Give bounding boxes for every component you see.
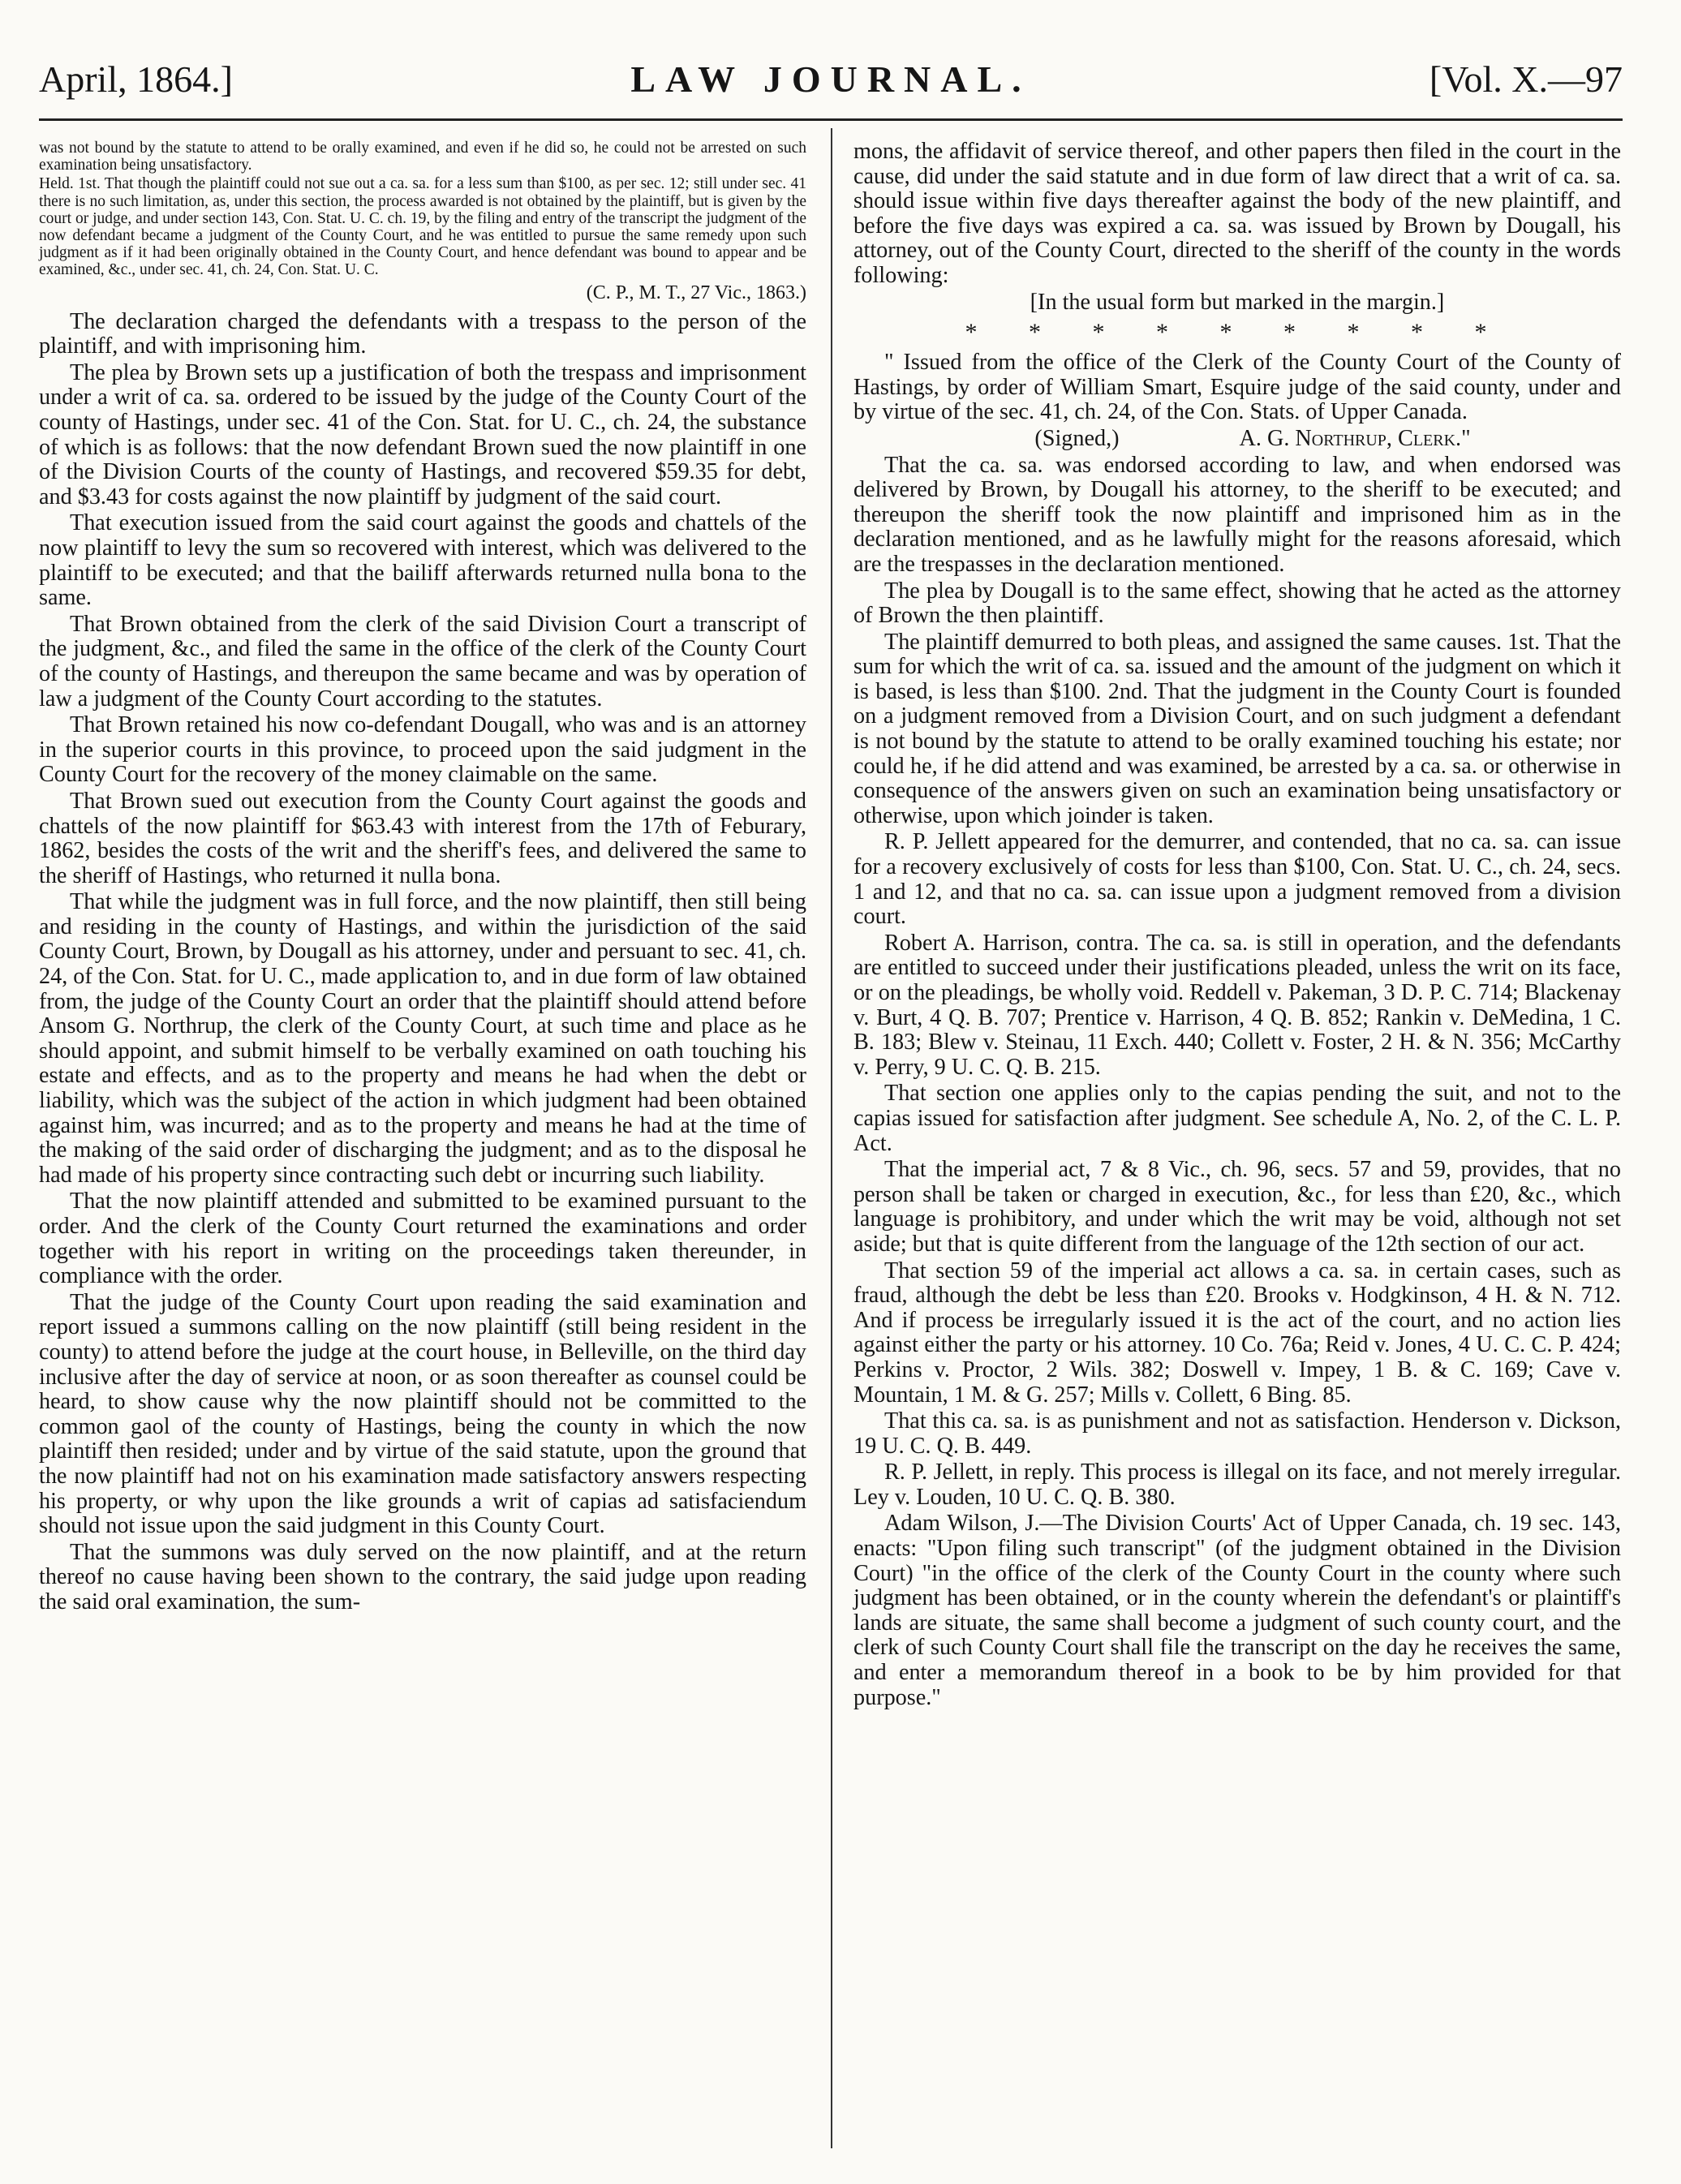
paragraph: That execution issued from the said court against the goods and chattels of the now plaintiff to levy the sum so recovered with interest, which was delivered to the plaintiff to be executed; and that the bailiff afterwards returned nulla bona to the same.: [39, 510, 806, 611]
paragraph: That Brown sued out execution from the County Court against the goods and chattels of the now plaintiff for $63.43 with interest from the 17th of Feburary, 1862, besides the costs of the writ and the sheriff's fees, and delivered the same to the sheriff of Hastings, who returned it nulla bona.: [39, 788, 806, 888]
paragraph: That while the judgment was in full force, and the now plaintiff, then still being and residing in the county of Hastings, and within the jurisdiction of the said County Court, Brown, by Dougall as his attorney, under and persuant to sec. 41, ch. 24, of the Con. Stat. for U. C., made application to, and in due form of law obtained from, the judge of the County Court an order that the plaintiff should attend before Ansom G. Northrup, the clerk of the County Court, at such time and place as he should appoint, and submit himself to be verbally examined on oath touching his estate and effects, and as to the property and means he had when the debt or liability, which was the subject of the action in which judgment had been obtained against him, was incurred; and as to the property and means he had at the time of the making of the said order of discharging the judgment; and as to the disposal he had made of his property since contracting such debt or incurring such liability.: [39, 889, 806, 1188]
paragraph: That section 59 of the imperial act allows a ca. sa. in certain cases, such as fraud, although the debt be less than £20. Brooks v. Hodgkinson, 4 H. & N. 712. And if process be irregularly issued it is the act of the court, and no action lies against either the party or his attorney. 10 Co. 76a; Reid v. Jones, 4 U. C. C. P. 424; Perkins v. Proctor, 2 Wils. 382; Doswell v. Impey, 1 B. & C. 169; Cave v. Mountain, 1 M. & G. 257; Mills v. Collett, 6 Bing. 85.: [853, 1258, 1621, 1408]
signed-label: (Signed,): [1034, 425, 1120, 451]
paragraph: mons, the affidavit of service thereof, and other papers then filed in the court in the cause, did under the said statute and in due form of law direct that a writ of ca. sa. should issue within five days thereafter against the body of the new plaintiff, and before the five days was expired a ca. sa. was issued by Brown by Dougall, his attorney, out of the County Court, directed to the sheriff of the county in the words following:: [853, 139, 1621, 288]
paragraph: The plea by Dougall is to the same effect, showing that he acted as the attorney of Brown the then plaintiff.: [853, 578, 1621, 629]
ellipsis-stars: * * * * * * * * *: [965, 319, 1510, 346]
paragraph: The plaintiff demurred to both pleas, and assigned the same causes. 1st. That the sum for which the writ of ca. sa. issued and the amount of the judgment on which it is based, is less than $100. 2nd. That the judgment in the County Court is founded on a judgment removed from a Division Court, and on such judgment a defendant is not bound by the statute to attend to be orally examined touching his estate; nor could he, if he did attend and was examined, be arrested by a ca. sa. or otherwise in consequence of the answers given on such an examination being unsatisfactory or otherwise, upon which joinder is taken.: [853, 629, 1621, 828]
paragraph: R. P. Jellett, in reply. This process is illegal on its face, and not merely irregular. Ley v. Louden, 10 U. C. Q. B. 380.: [853, 1460, 1621, 1510]
paragraph: Robert A. Harrison, contra. The ca. sa. is still in operation, and the defendants are entitled to succeed under their justifications pleaded, unless the writ on its face, or on the pleadings, be wholly void. Reddell v. Pakeman, 3 D. P. C. 714; Blackenay v. Burt, 4 Q. B. 707; Prentice v. Harrison, 4 Q. B. 852; Rankin v. DeMedina, 1 C. B. 183; Blew v. Steinau, 11 Exch. 440; Collett v. Foster, 2 H. & N. 356; McCarthy v. Perry, 9 U. C. Q. B. 215.: [853, 930, 1621, 1080]
headnote-text: was not bound by the statute to attend to be orally examined, and even if he did so, he could not be arrested on such examination being unsatisfactory.: [39, 140, 806, 174]
clerk-name: A. G. Northrup, Clerk.": [1239, 425, 1471, 451]
journal-title: LAW JOURNAL.: [630, 58, 1031, 100]
paragraph: That the judge of the County Court upon reading the said examination and report issued a summons calling on the now plaintiff (still being resident in the county) to attend before the judge at the court house, in Belleville, on the third day inclusive after the day of service at noon, or as soon thereafter as counsel could be heard, to show cause why the now plaintiff should not be committed to the common gaol of the county of Hastings, being the county in which the now plaintiff then resided; under and by virtue of the said statute, upon the ground that the now plaintiff had not on his examination made satisfactory answers respecting his property, or why upon the like grounds a writ of capias ad satisfaciendum should not issue upon the said judgment in this County Court.: [39, 1289, 806, 1539]
page-header: [39, 45, 1623, 114]
paragraph: That the imperial act, 7 & 8 Vic., ch. 96, secs. 57 and 59, provides, that no person shall be taken or charged in execution, &c., for less than £20, &c., which language is prohibitory, and under which the writ may be void, although not set aside; but that is quite different from the language of the 12th section of our act.: [853, 1157, 1621, 1257]
column-divider: [831, 128, 832, 2148]
paragraph: That Brown obtained from the clerk of the said Division Court a transcript of the judgment, &c., and filed the same in the office of the clerk of the County Court of the county of Hastings, and thereupon the same became and was by operation of law a judgment of the County Court according to the statutes.: [39, 611, 806, 712]
paragraph: That the ca. sa. was endorsed according to law, and when endorsed was delivered by Brown, by Dougall his attorney, to the sheriff to be executed; and thereupon the sheriff took the now plaintiff and imprisoned him as in the declaration mentioned, and as he lawfully might for the reasons aforesaid, which are the trespasses in the declaration mentioned.: [853, 452, 1621, 577]
bracket-note: [In the usual form but marked in the margin.]: [1030, 289, 1445, 315]
paragraph: That Brown retained his now co-defendant Dougall, who was and is an attorney in the superior courts in this province, to proceed upon the said judgment in the County Court for the recovery of the money claimable on the same.: [39, 712, 806, 788]
paragraph: The plea by Brown sets up a justification of both the trespass and imprisonment under a writ of ca. sa. ordered to be issued by the judge of the County Court of the county of Hastings, under sec. 41 of the Con. Stat. for U. C., ch. 24, the substance of which is as follows: that the now defendant Brown sued the now plaintiff in one of the Division Courts of the county of Hastings, and recovered $59.35 for debt, and $3.43 for costs against the now plaintiff by judgment of the said court.: [39, 359, 806, 509]
paragraph: Adam Wilson, J.—The Division Courts' Act of Upper Canada, ch. 19 sec. 143, enacts: "Upon filing such transcript" (of the judgment obtained in the Division Court) "in the office of the clerk of the County Court in the county where such judgment has been obtained, or in the county wherein the defendant's or plaintiff's lands are situate, the same shall become a judgment of such county court, and the clerk of such County Court shall file the transcript on the day he receives the same, and enter a memorandum thereof in a book to be by him provided for that purpose.": [853, 1511, 1621, 1710]
signature-line: [853, 427, 1621, 452]
right-column: [853, 140, 1621, 1712]
header-volume: [Vol. X.—97: [1429, 58, 1623, 100]
paragraph: The declaration charged the defendants with a trespass to the person of the plaintiff, and with imprisoning him.: [39, 308, 806, 359]
paragraph: That the now plaintiff attended and submitted to be examined pursuant to the order. And the clerk of the County Court returned the examinations and order together with his report in writing on the proceedings taken thereunder, in compliance with the order.: [39, 1189, 806, 1289]
paragraph: R. P. Jellett appeared for the demurrer, and contended, that no ca. sa. can issue for a recovery exclusively of costs for less than $100, Con. Stat. U. C., ch. 24, secs. 1 and 12, and that no ca. sa. can issue upon a judgment removed from a division court.: [853, 829, 1621, 930]
headnote-citation: (C. P., M. T., 27 Vic., 1863.): [586, 282, 806, 303]
header-rule: [39, 118, 1623, 121]
issued-quote: " Issued from the office of the Clerk of the County Court of the County of Hastings, by order of William Smart, Esquire judge of the said county, under and by virtue of the sec. 41, ch. 24, of the Con. Stats. of Upper Canada.: [853, 350, 1621, 425]
paragraph: That section one applies only to the capias pending the suit, and not to the capias issued for satisfaction after judgment. See schedule A, No. 2, of the C. L. P. Act.: [853, 1081, 1621, 1156]
left-column: [39, 140, 806, 1617]
paragraph: That the summons was duly served on the now plaintiff, and at the return thereof no cause having been shown to the contrary, the said judge upon reading the said oral examination, the sum-: [39, 1539, 806, 1614]
header-date: April, 1864.]: [39, 58, 233, 100]
paragraph: That this ca. sa. is as punishment and not as satisfaction. Henderson v. Dickson, 19 U. C. Q. B. 449.: [853, 1408, 1621, 1459]
headnote-held: Held. 1st. That though the plaintiff could not sue out a ca. sa. for a less sum than $100, as per sec. 12; still under sec. 41 there is no such limitation, as, under this section, the process awarded is not obtained by the plaintiff, but is given by the court or judge, and under section 143, Con. Stat. U. C. ch. 19, by the filing and entry of the transcript the judgment of the now defendant became a judgment of the County Court, and he was entitled to pursue the same remedy upon such judgment as if it had been originally obtained in the County Court, and hence defendant was bound to appear and be examined, &c., under sec. 41, ch. 24, Con. Stat. U. C.: [39, 175, 806, 279]
